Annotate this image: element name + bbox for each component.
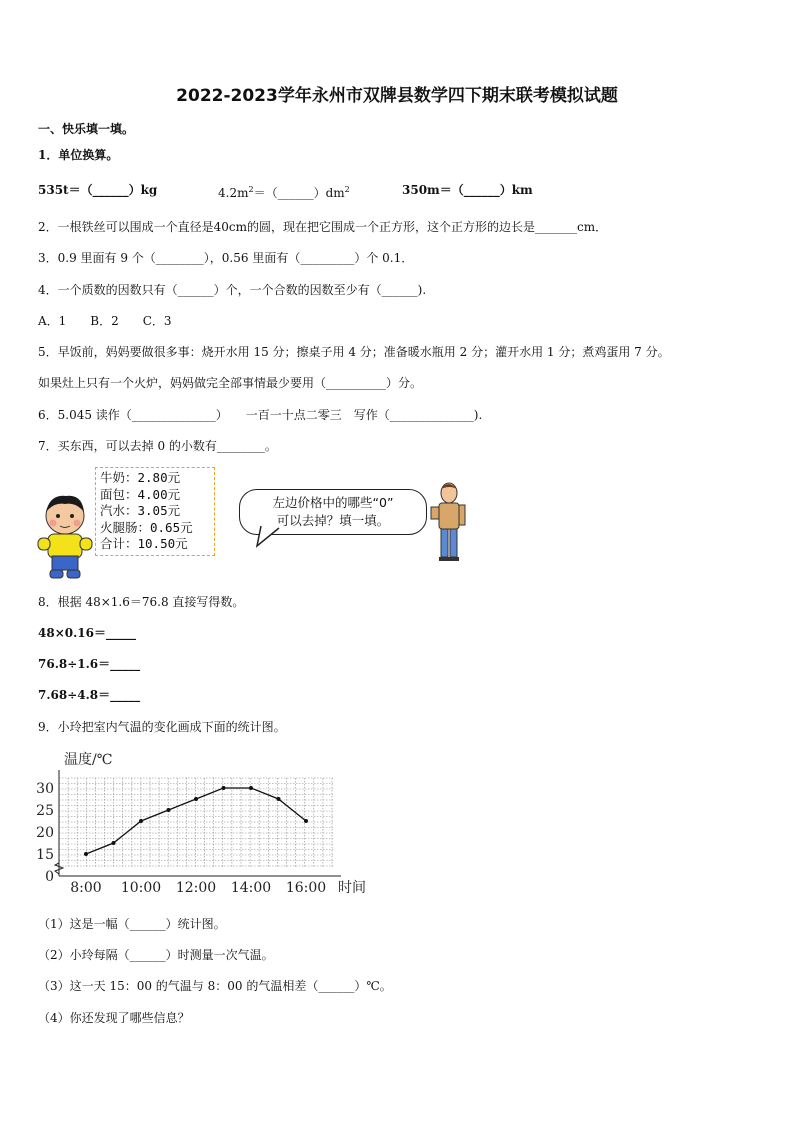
y-tick-label: 25 [36, 803, 54, 819]
q8-item: 48×0.16＝_____ [38, 626, 136, 640]
x-axis-label: 时间 [338, 880, 366, 896]
x-tick-label: 14:00 [230, 880, 272, 896]
data-point [277, 797, 281, 801]
price-item: 火腿肠：0.65元 [100, 519, 193, 535]
q3-text: 3．0.9 里面有 9 个（________），0.56 里面有（_________）个 0.1． [38, 251, 414, 265]
q1-item-b [218, 182, 350, 201]
q6-text: 6．5.045 读作（______________） 一百一十点二零三 写作（______________). [38, 408, 483, 422]
data-point [222, 786, 226, 790]
y-tick-label: 20 [36, 825, 54, 841]
price-item: 面包：4.00元 [100, 486, 181, 502]
q4-options: A．1 B．2 C．3 [38, 314, 172, 328]
q7-stem: 7．买东西，可以去掉 0 的小数有________。 [38, 439, 277, 453]
q5-line1: 5．早饭前，妈妈要做很多事：烧开水用 15 分；擦桌子用 4 分；准备暖水瓶用 2 分；灌开水用 1 分；煮鸡蛋用 7 分。 [38, 345, 670, 359]
data-point [112, 841, 116, 845]
q1-b-sup2: 2 [344, 185, 350, 194]
q9-sub1: （1）这是一幅（______）统计图。 [38, 917, 226, 931]
y-axis-label: 温度/℃ [64, 752, 113, 768]
data-point [304, 819, 308, 823]
y-tick-label: 15 [36, 847, 54, 863]
section-heading: 一、快乐填一填。 [38, 122, 135, 136]
data-point [249, 786, 253, 790]
q9-stem: 9．小玲把室内气温的变化画成下面的统计图。 [38, 720, 286, 734]
bubble-tail [255, 526, 285, 550]
data-point [84, 852, 88, 856]
q9-sub2: （2）小玲每隔（______）时测量一次气温。 [38, 948, 274, 962]
data-point [194, 797, 198, 801]
data-point [167, 808, 171, 812]
boy-illustration [36, 494, 94, 580]
q4-stem: 4．一个质数的因数只有（______）个，一个合数的因数至少有（______). [38, 283, 427, 297]
x-tick-label: 12:00 [175, 880, 217, 896]
y-tick-label: 30 [36, 781, 54, 797]
q8-stem: 8．根据 48×1.6＝76.8 直接写得数。 [38, 595, 245, 609]
y-tick-label: 0 [45, 869, 54, 885]
price-list [95, 467, 215, 556]
bubble-line1: 左边价格中的哪些“0” [272, 495, 394, 510]
q1-item-c: 350m＝（______）km [402, 183, 533, 197]
x-tick-label: 8:00 [70, 880, 102, 896]
q1-b-mid: ＝（______）dm [253, 186, 345, 200]
q2-text: 2．一根铁丝可以围成一个直径是40cm的圆，现在把它围成一个正方形，这个正方形的边长是_______cm． [38, 220, 608, 234]
x-tick-label: 10:00 [120, 880, 162, 896]
q9-sub3: （3）这一天 15：00 的气温与 8：00 的气温相差（______）℃。 [38, 979, 392, 993]
q8-item: 76.8÷1.6＝_____ [38, 657, 141, 671]
q1-item-a: 535t＝（______）kg [38, 183, 158, 197]
x-tick-label: 16:00 [285, 880, 327, 896]
page-title: 2022-2023学年永州市双牌县数学四下期末联考模拟试题 [176, 86, 618, 106]
q5-line2: 如果灶上只有一个火炉，妈妈做完全部事情最少要用（__________）分。 [38, 376, 423, 390]
price-total: 合计：10.50元 [100, 536, 188, 551]
price-item: 汽水：3.05元 [100, 503, 181, 518]
data-point [139, 819, 143, 823]
q1-stem: 1．单位换算。 [38, 148, 119, 162]
q8-item: 7.68÷4.8＝_____ [38, 688, 141, 702]
q1-b-sup: 2 [248, 185, 254, 194]
q1-b-pre: 4.2m [218, 186, 249, 200]
price-item: 牛奶：2.80元 [100, 470, 181, 485]
temperature-line-chart [30, 740, 380, 900]
bubble-line2: 可以去掉？填一填。 [276, 513, 390, 528]
q9-sub4: （4）你还发现了哪些信息？ [38, 1011, 190, 1025]
teacher-illustration [428, 481, 468, 563]
